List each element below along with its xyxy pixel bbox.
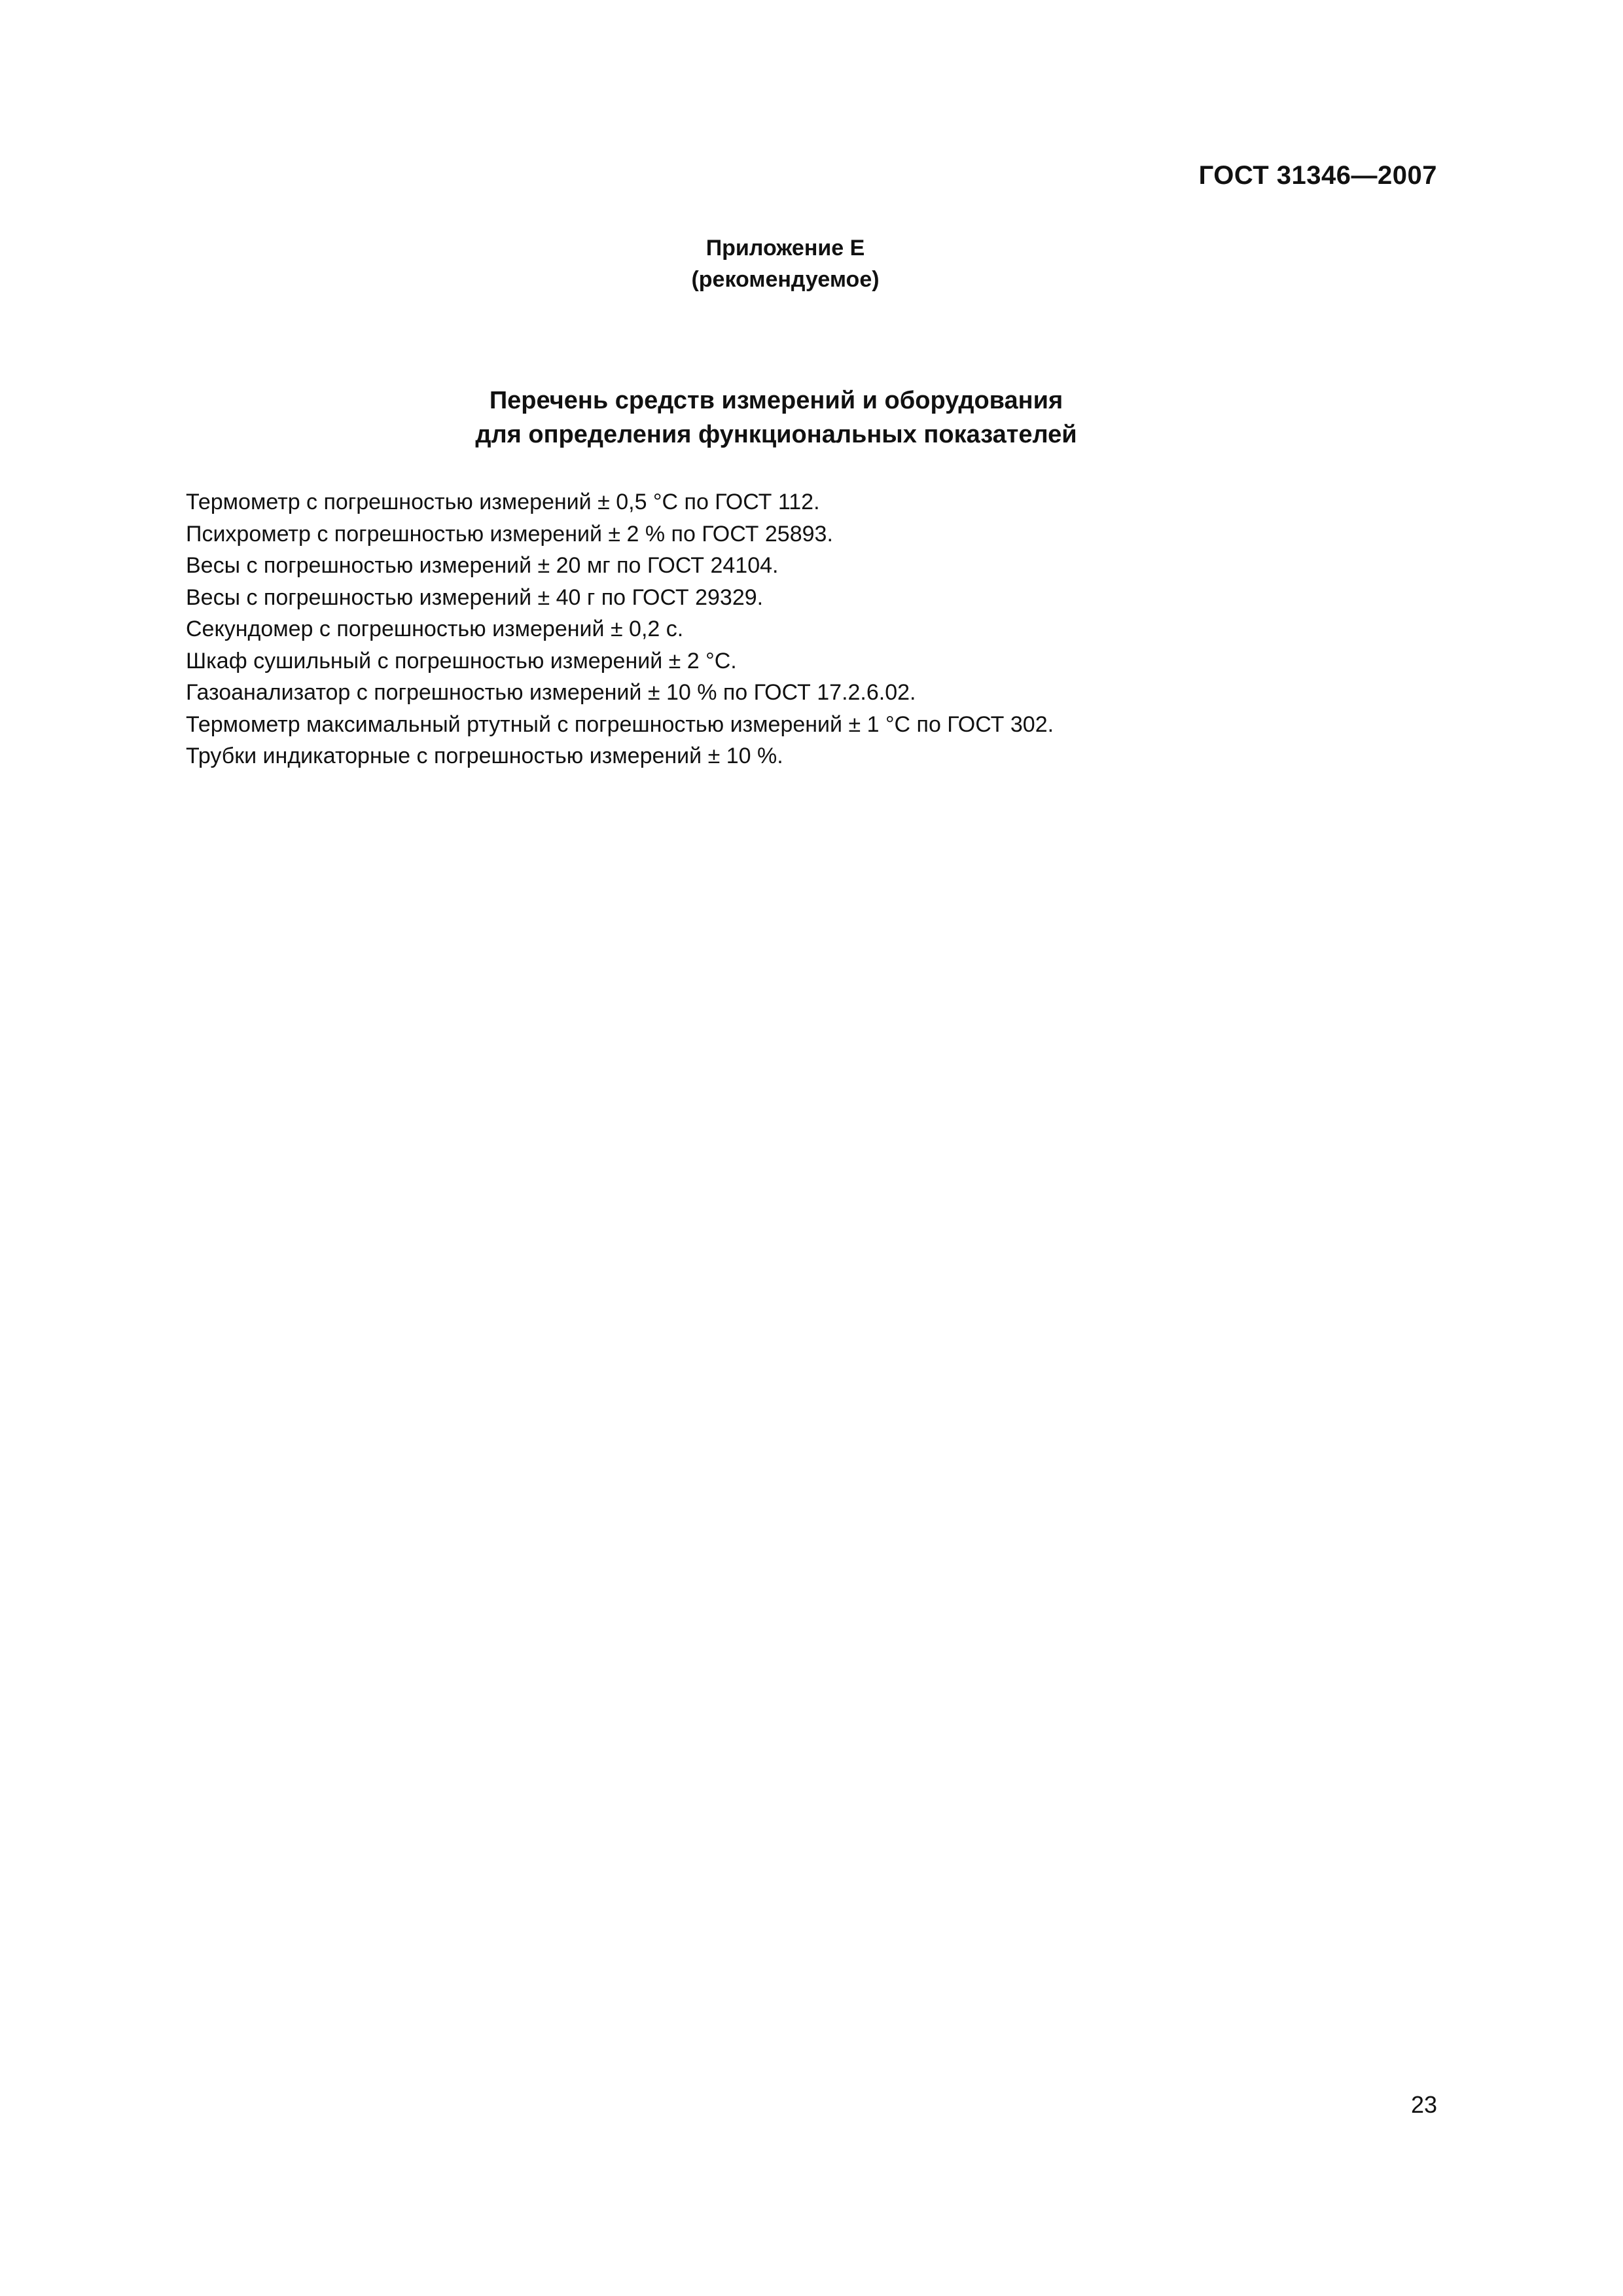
section-title [0,384,1552,452]
list-item: Весы с погрешностью измерений ± 20 мг по ГОСТ 24104. [186,553,779,578]
list-item: Термометр максимальный ртутный с погрешностью измерений ± 1 °С по ГОСТ 302. [186,711,1054,737]
page-number: 23 [1410,2091,1437,2118]
appendix-title: Приложение Е [705,236,865,260]
section-title-line-2: для определения функциональных показателей [475,421,1077,448]
appendix-heading [0,232,1571,295]
list-item: Секундомер с погрешностью измерений ± 0,2 с. [186,617,684,641]
list-item: Газоанализатор с погрешностью измерений ± 10 % по ГОСТ 17.2.6.02. [186,680,916,705]
appendix-status: (рекомендуемое) [691,267,880,292]
list-item: Термометр с погрешностью измерений ± 0,5 °С по ГОСТ 112. [186,490,820,514]
list-item: Шкаф сушильный с погрешностью измерений ± 2 °С. [186,648,737,673]
list-item: Трубки индикаторные с погрешностью измерений ± 10 %. [186,744,783,768]
list-item: Психрометр с погрешностью измерений ± 2 % по ГОСТ 25893. [186,521,833,547]
section-title-line-1: Перечень средств измерений и оборудования [489,387,1063,414]
document-code: ГОСТ 31346—2007 [1198,161,1437,190]
list-item: Весы с погрешностью измерений ± 40 г по ГОСТ 29329. [186,584,764,610]
equipment-list [186,486,1462,772]
